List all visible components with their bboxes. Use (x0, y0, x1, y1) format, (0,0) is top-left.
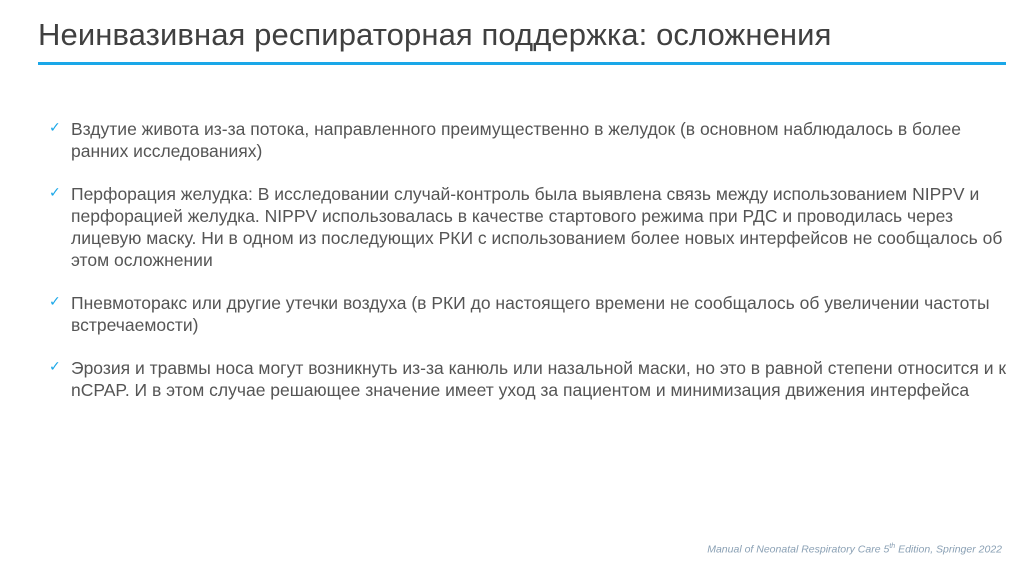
bullet-text: Вздутие живота из-за потока, направленного преимущественно в желудок (в основном наблюдалось в более ранних исследованиях) (71, 119, 962, 161)
bullet-list (49, 118, 1009, 422)
source-citation (707, 543, 1002, 556)
checkmark-icon: ✓ (49, 293, 61, 309)
list-item (49, 292, 1009, 336)
title-underline (38, 62, 1006, 65)
list-item (49, 118, 1009, 162)
bullet-text: Перфорация желудка: В исследовании случай-контроль была выявлена связь между использованием NIPPV и перфорацией желудка. NIPPV использовалась в качестве стартового режима при РДС и проводилась через лицевую маску. Ни в одном из последующих РКИ с использованием более новых интерфейсов не сообщалось об этом осложнении (71, 184, 1003, 270)
list-item (49, 183, 1009, 271)
list-item (49, 357, 1009, 401)
citation-superscript: th (889, 543, 896, 550)
bullet-text: Пневмоторакс или другие утечки воздуха (в РКИ до настоящего времени не сообщалось об увеличении частоты встречаемости) (71, 293, 990, 335)
citation-text: Manual of Neonatal Respiratory Care 5 (707, 543, 890, 556)
checkmark-icon: ✓ (49, 358, 61, 374)
slide-title: Неинвазивная респираторная поддержка: осложнения (38, 17, 832, 52)
citation-text-end: Edition, Springer 2022 (895, 543, 1002, 556)
bullet-text: Эрозия и травмы носа могут возникнуть из-за канюль или назальной маски, но это в равной степени относится и к nCPAP. И в этом случае решающее значение имеет уход за пациентом и минимизация движения интерфейса (71, 358, 1007, 400)
checkmark-icon: ✓ (49, 119, 61, 135)
checkmark-icon: ✓ (49, 184, 61, 200)
